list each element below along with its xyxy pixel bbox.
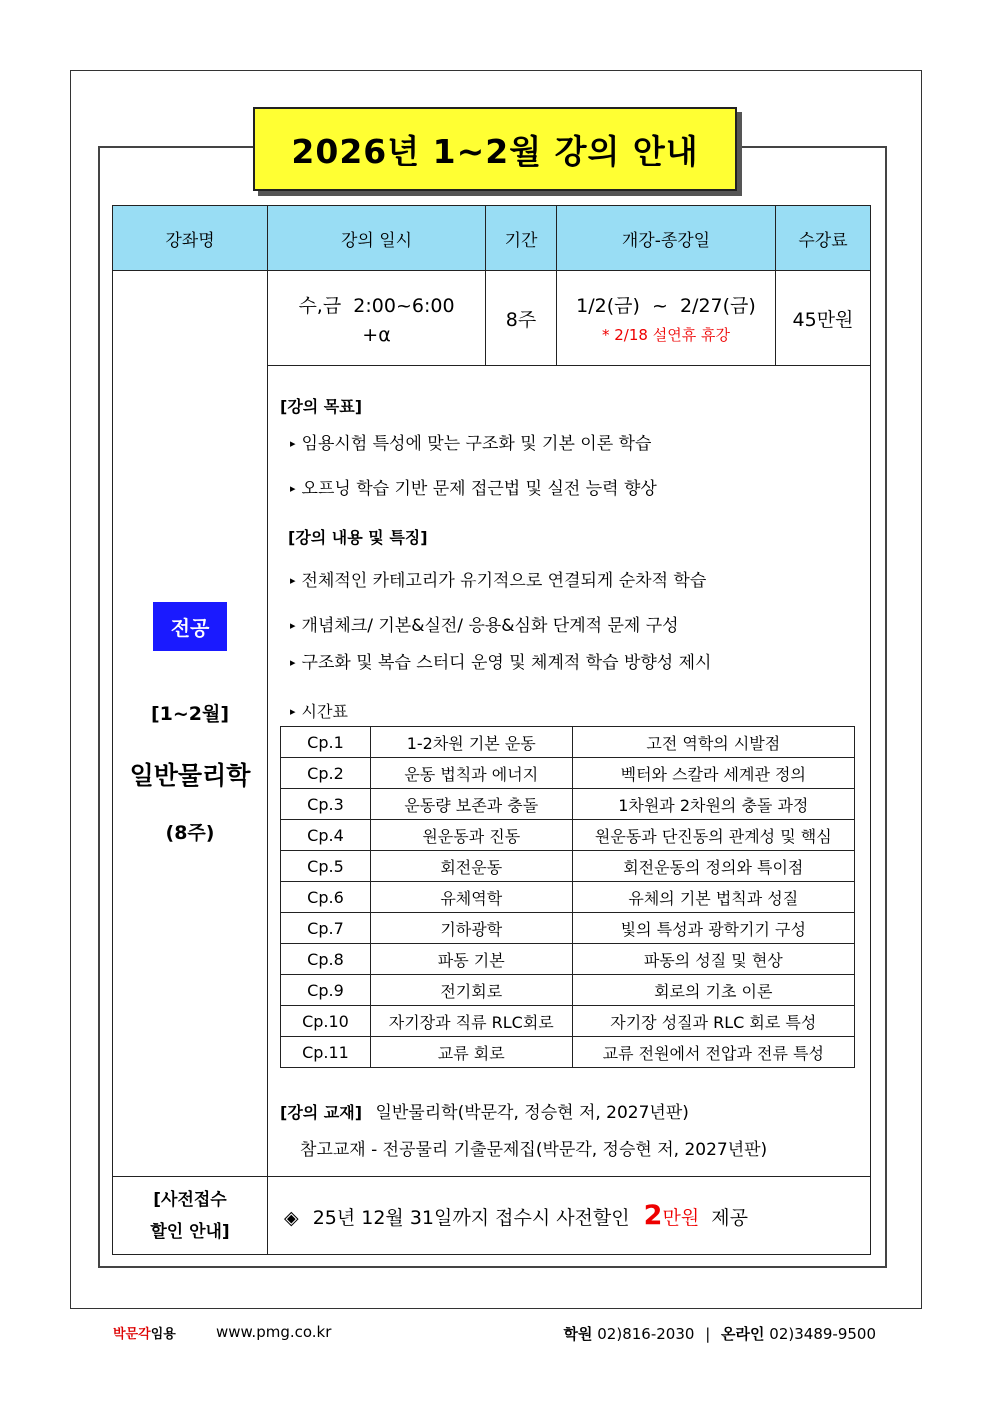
timetable	[280, 726, 855, 1068]
timetable-topic: 회전운동	[370, 851, 572, 882]
discount-label-line1: [사전접수	[153, 1189, 227, 1210]
timetable-row	[281, 1006, 855, 1037]
course-table	[112, 205, 871, 1255]
timetable-chapter: Cp.10	[281, 1006, 371, 1037]
timetable-chapter: Cp.9	[281, 975, 371, 1006]
timetable-topic: 원운동과 진동	[370, 820, 572, 851]
course-details	[268, 366, 871, 1177]
dates-cell	[556, 271, 775, 366]
subject-name: 일반물리학	[129, 761, 251, 790]
table-header-row	[113, 206, 871, 271]
duration-cell: 8주	[486, 271, 557, 366]
timetable-description: 1차원과 2차원의 충돌 과정	[572, 789, 854, 820]
dates-range: 1/2(금) ~ 2/27(금)	[576, 295, 756, 317]
timetable-topic: 파동 기본	[370, 944, 572, 975]
timetable-chapter: Cp.11	[281, 1037, 371, 1068]
timetable-row	[281, 789, 855, 820]
discount-label-cell	[113, 1177, 268, 1255]
timetable-description: 벡터와 스칼라 세계관 정의	[572, 758, 854, 789]
timetable-topic: 기하광학	[370, 913, 572, 944]
timetable-chapter: Cp.1	[281, 727, 371, 758]
course-name-cell	[113, 271, 268, 1177]
timetable-row	[281, 758, 855, 789]
timetable-chapter: Cp.4	[281, 820, 371, 851]
timetable-chapter: Cp.6	[281, 882, 371, 913]
academy-phone: 02)816-2030	[597, 1325, 695, 1343]
online-label: 온라인	[721, 1325, 765, 1343]
period-label: [1~2월]	[150, 703, 230, 725]
course-row	[113, 271, 871, 366]
schedule-cell	[268, 271, 486, 366]
timetable-topic: 1-2차원 기본 운동	[370, 727, 572, 758]
timetable-chapter: Cp.5	[281, 851, 371, 882]
timetable-row	[281, 913, 855, 944]
timetable-row	[281, 1037, 855, 1068]
goal-item: ▸ 오프닝 학습 기반 문제 접근법 및 실전 능력 향상	[290, 474, 858, 499]
diamond-icon: ◈	[284, 1207, 299, 1229]
feature-item: ▸ 전체적인 카테고리가 유기적으로 연결되게 순차적 학습	[290, 566, 858, 591]
goal-item: ▸ 임용시험 특성에 맞는 구조화 및 기본 이론 학습	[290, 429, 858, 454]
timetable-description: 파동의 성질 및 현상	[572, 944, 854, 975]
discount-text: 25년 12월 31일까지 접수시 사전할인	[312, 1207, 630, 1229]
major-badge: 전공	[153, 602, 228, 651]
timetable-row	[281, 727, 855, 758]
timetable-label: ▸ 시간표	[290, 699, 858, 722]
timetable-chapter: Cp.8	[281, 944, 371, 975]
features-heading: [강의 내용 및 특징]	[288, 528, 428, 547]
timetable-description: 자기장 성질과 RLC 회로 특성	[572, 1006, 854, 1037]
discount-amount: 2	[643, 1200, 663, 1231]
goals-heading: [강의 목표]	[280, 397, 363, 416]
timetable-description: 유체의 기본 법칙과 성질	[572, 882, 854, 913]
timetable-description: 고전 역학의 시발점	[572, 727, 854, 758]
timetable-description: 회전운동의 정의와 특이점	[572, 851, 854, 882]
page-title: 2026년 1~2월 강의 안내	[253, 107, 737, 191]
timetable-chapter: Cp.3	[281, 789, 371, 820]
textbook-reference: 참고교재 - 전공물리 기출문제집(박문각, 정승현 저, 2027년판)	[300, 1140, 768, 1160]
timetable-topic: 전기회로	[370, 975, 572, 1006]
timetable-description: 회로의 기초 이론	[572, 975, 854, 1006]
timetable-row	[281, 820, 855, 851]
timetable-description: 빛의 특성과 광학기기 구성	[572, 913, 854, 944]
header-fee: 수강료	[775, 206, 870, 271]
weeks-label: (8주)	[165, 822, 215, 844]
logo-brand: 박문각	[113, 1327, 151, 1342]
discount-info	[268, 1177, 871, 1255]
feature-item: ▸ 구조화 및 복습 스터디 운영 및 체계적 학습 방향성 제시	[290, 648, 858, 673]
timetable-topic: 교류 회로	[370, 1037, 572, 1068]
header-schedule: 강의 일시	[268, 206, 486, 271]
timetable-chapter: Cp.2	[281, 758, 371, 789]
feature-item: ▸ 개념체크/ 기본&실전/ 응용&심화 단계적 문제 구성	[290, 611, 858, 636]
academy-label: 학원	[563, 1325, 593, 1343]
discount-label-line2: 할인 안내]	[150, 1221, 230, 1242]
timetable-topic: 운동 법칙과 에너지	[370, 758, 572, 789]
pmg-logo	[113, 1323, 176, 1342]
timetable-topic: 유체역학	[370, 882, 572, 913]
contact-info	[563, 1323, 876, 1344]
website-link[interactable]: www.pmg.co.kr	[216, 1323, 332, 1341]
timetable-row	[281, 851, 855, 882]
dates-note: * 2/18 설연휴 휴강	[602, 326, 730, 344]
timetable-topic: 자기장과 직류 RLC회로	[370, 1006, 572, 1037]
textbook-heading: [강의 교재]	[280, 1103, 363, 1122]
timetable-description: 교류 전원에서 전압과 전류 특성	[572, 1037, 854, 1068]
header-dates: 개강-종강일	[556, 206, 775, 271]
timetable-chapter: Cp.7	[281, 913, 371, 944]
discount-suffix: 제공	[711, 1207, 748, 1229]
schedule-time: 수,금 2:00~6:00	[298, 294, 455, 317]
timetable-row	[281, 975, 855, 1006]
timetable-description: 원운동과 단진동의 관계성 및 핵심	[572, 820, 854, 851]
discount-unit: 만원	[662, 1207, 700, 1229]
header-duration: 기간	[486, 206, 557, 271]
timetable-topic: 운동량 보존과 충돌	[370, 789, 572, 820]
timetable-row	[281, 944, 855, 975]
textbook-line	[280, 1098, 858, 1123]
schedule-extra: +α	[362, 323, 391, 346]
textbook-main: 일반물리학(박문각, 정승현 저, 2027년판)	[375, 1103, 689, 1123]
contact-separator: |	[705, 1325, 711, 1343]
fee-cell: 45만원	[775, 271, 870, 366]
discount-row	[113, 1177, 871, 1255]
header-course-name: 강좌명	[113, 206, 268, 271]
timetable-row	[281, 882, 855, 913]
online-phone: 02)3489-9500	[769, 1325, 876, 1343]
logo-suffix: 임용	[150, 1327, 176, 1342]
